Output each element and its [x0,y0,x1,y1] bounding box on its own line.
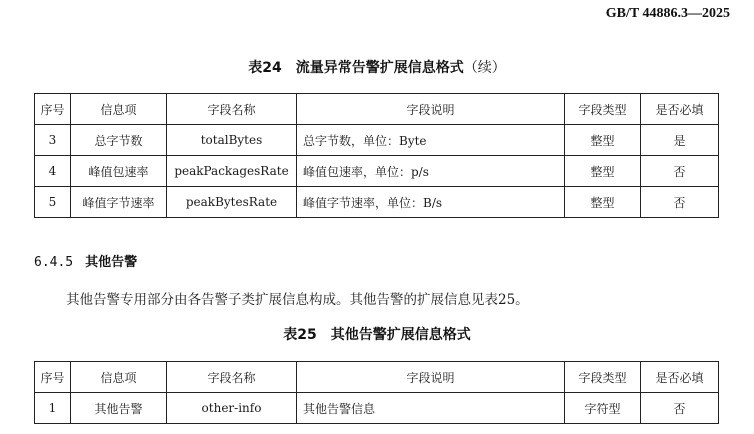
table-cell: other-info [167,393,297,424]
table-24-number: 表24 [248,60,282,76]
column-header: 序号 [35,94,71,125]
table-cell: 3 [35,125,71,156]
table-cell: 其他告警 [71,393,167,424]
table-25 [34,361,719,424]
table-cell: 峰值包速率，单位：p/s [297,156,565,187]
table-cell: 否 [641,187,719,218]
table-24 [34,93,719,218]
table-row [35,156,719,187]
table-cell: 整型 [565,156,641,187]
table-cell: 字符型 [565,393,641,424]
table-cell: 否 [641,393,719,424]
standard-number: GB/T 44886.3—2025 [605,6,730,21]
column-header: 字段类型 [565,362,641,393]
table-cell: 1 [35,393,71,424]
column-header: 信息项 [71,94,167,125]
table-row [35,393,719,424]
column-header: 是否必填 [641,362,719,393]
table-25-number: 表25 [283,327,317,343]
column-header: 字段说明 [297,362,565,393]
table-cell: 峰值字节速率，单位：B/s [297,187,565,218]
section-heading [34,251,137,270]
column-header: 字段说明 [297,94,565,125]
table-cell: 4 [35,156,71,187]
column-header: 字段类型 [565,94,641,125]
section-number: 6.4.5 [34,255,74,270]
table-row [35,125,719,156]
column-header: 字段名称 [167,94,297,125]
table-header-row [35,94,719,125]
table-cell: 总字节数，单位：Byte [297,125,565,156]
table-cell: 总字节数 [71,125,167,156]
table-cell: 是 [641,125,719,156]
table-24-title: 流量异常告警扩展信息格式 [295,60,464,76]
table-cell: 其他告警信息 [297,393,565,424]
table-cell: totalBytes [167,125,297,156]
table-cell: 整型 [565,187,641,218]
table-25-title: 其他告警扩展信息格式 [330,327,471,343]
column-header: 是否必填 [641,94,719,125]
table-24-caption [0,57,754,77]
table-25-caption [0,324,754,344]
table-cell: peakPackagesRate [167,156,297,187]
table-cell: 峰值字节速率 [71,187,167,218]
table-24-continued: （续） [463,60,506,76]
table-row [35,187,719,218]
table-cell: 峰值包速率 [71,156,167,187]
section-title: 其他告警 [85,255,138,270]
section-paragraph: 其他告警专用部分由各告警子类扩展信息构成。其他告警的扩展信息见表25。 [66,292,529,308]
table-header-row [35,362,719,393]
table-cell: peakBytesRate [167,187,297,218]
column-header: 序号 [35,362,71,393]
table-cell: 整型 [565,125,641,156]
table-cell: 5 [35,187,71,218]
table-cell: 否 [641,156,719,187]
column-header: 信息项 [71,362,167,393]
column-header: 字段名称 [167,362,297,393]
